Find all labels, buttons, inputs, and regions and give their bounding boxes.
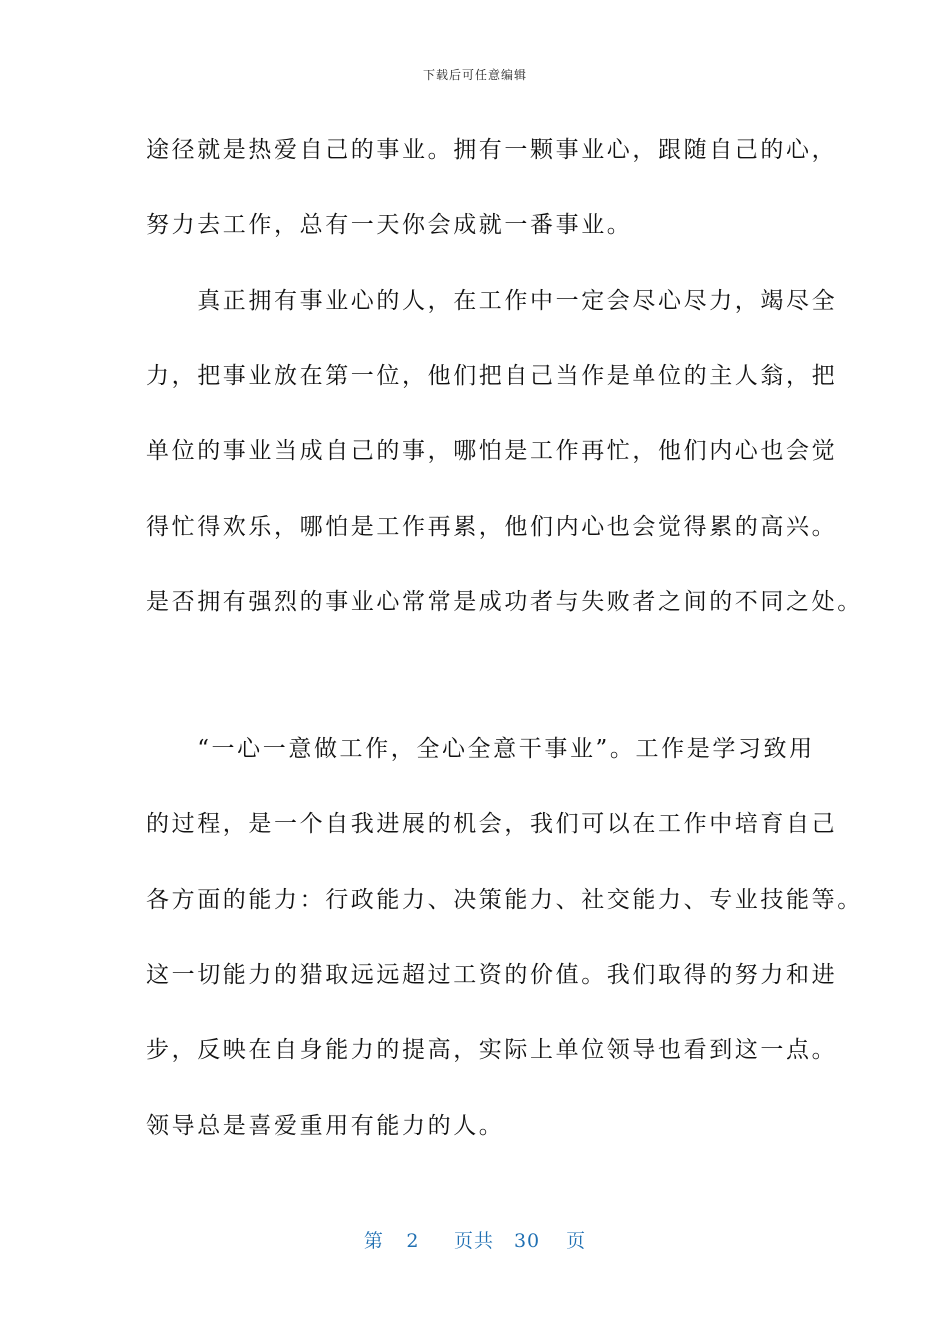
body-line: 这一切能力的猎取远远超过工资的价值。我们取得的努力和进 bbox=[146, 962, 838, 988]
body-line: 真正拥有事业心的人，在工作中一定会尽心尽力，竭尽全 bbox=[146, 288, 838, 314]
body-line: 努力去工作，总有一天你会成就一番事业。 bbox=[146, 212, 633, 238]
body-line: 各方面的能力：行政能力、决策能力、社交能力、专业技能等。 bbox=[146, 887, 863, 913]
page-header-note: 下载后可任意编辑 bbox=[422, 68, 527, 82]
footer-total-pages: 30 bbox=[513, 1230, 541, 1252]
body-line: 力，把事业放在第一位，他们把自己当作是单位的主人翁，把 bbox=[146, 363, 838, 389]
page-footer bbox=[0, 1226, 950, 1253]
body-line: 的过程，是一个自我进展的机会，我们可以在工作中培育自己 bbox=[146, 811, 838, 837]
body-line: 是否拥有强烈的事业心常常是成功者与失败者之间的不同之处。 bbox=[146, 589, 863, 615]
footer-page-prefix: 第 bbox=[363, 1230, 384, 1252]
body-line: 途径就是热爱自己的事业。拥有一颗事业心，跟随自己的心， bbox=[146, 137, 838, 163]
footer-page-mid: 页共 bbox=[453, 1230, 494, 1252]
body-line: “一心一意做工作，全心全意干事业”。工作是学习致用 bbox=[146, 736, 815, 762]
footer-current-page: 2 bbox=[406, 1230, 420, 1252]
body-line: 得忙得欢乐，哪怕是工作再累，他们内心也会觉得累的高兴。 bbox=[146, 514, 838, 540]
body-line: 领导总是喜爱重用有能力的人。 bbox=[146, 1113, 505, 1139]
footer-page-suffix: 页 bbox=[566, 1230, 587, 1252]
body-line: 单位的事业当成自己的事，哪怕是工作再忙，他们内心也会觉 bbox=[146, 438, 838, 464]
body-line: 步，反映在自身能力的提高，实际上单位领导也看到这一点。 bbox=[146, 1037, 838, 1063]
